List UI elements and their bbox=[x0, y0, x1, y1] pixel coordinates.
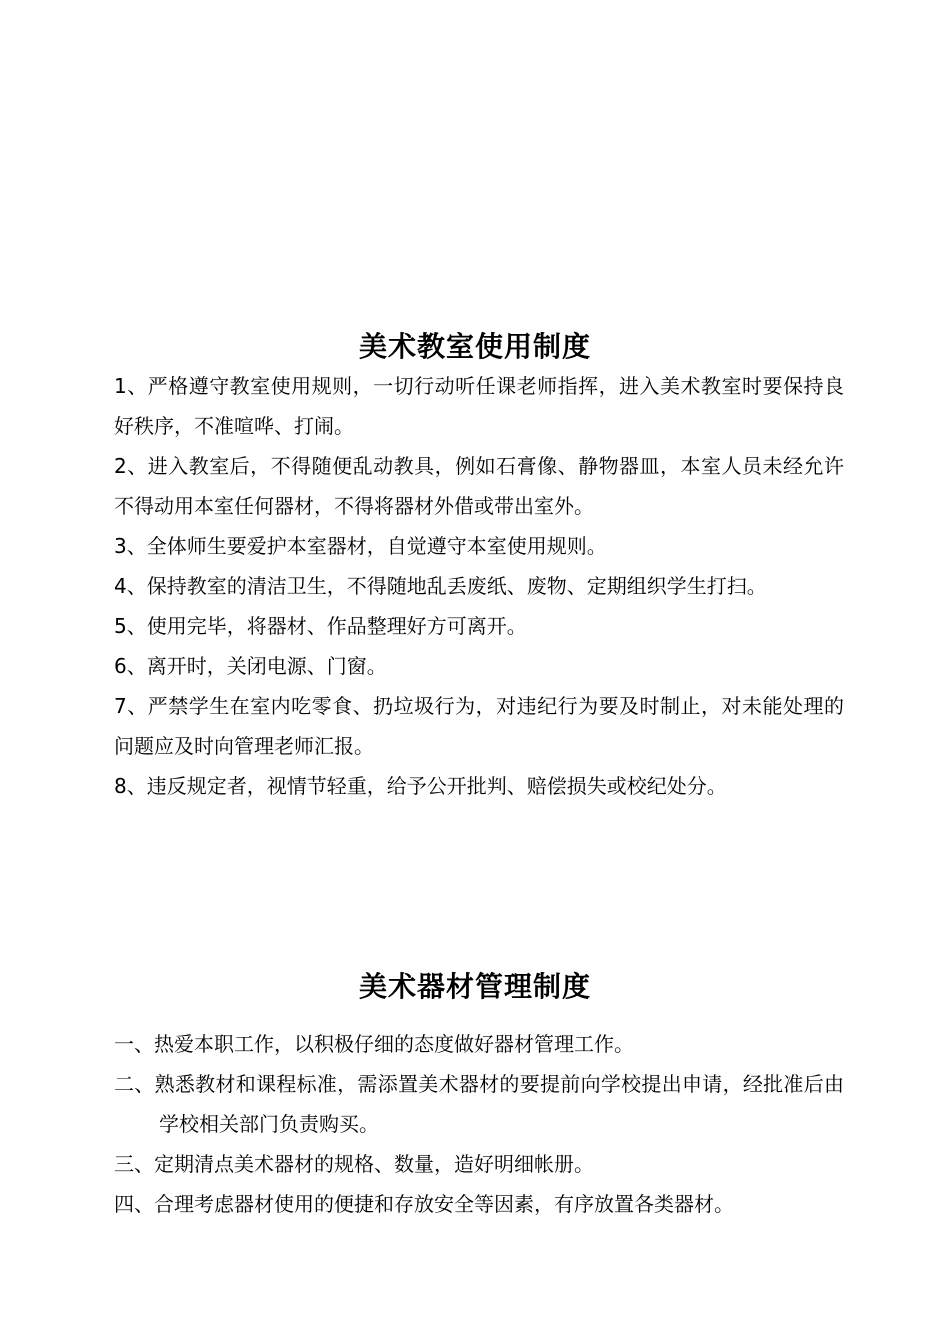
rule-item: 5、使用完毕，将器材、作品整理好方可离开。 bbox=[114, 614, 527, 638]
rule-item: 一、热爱本职工作，以积极仔细的态度做好器材管理工作。 bbox=[114, 1032, 634, 1056]
rule-item: 三、定期清点美术器材的规格、数量，造好明细帐册。 bbox=[114, 1152, 594, 1176]
rule-item: 2、进入教室后，不得随便乱动教具，例如石膏像、静物器皿，本室人员未经允许不得动用本室任何器材，不得将器材外借或带出室外。 bbox=[114, 454, 844, 518]
rule-item: 3、全体师生要爱护本室器材，自觉遵守本室使用规则。 bbox=[114, 534, 607, 558]
art-classroom-rules-list bbox=[114, 366, 844, 806]
rule-item: 8、违反规定者，视情节轻重，给予公开批判、赔偿损失或校纪处分。 bbox=[114, 774, 727, 798]
rule-item: 四、合理考虑器材使用的便捷和存放安全等因素，有序放置各类器材。 bbox=[114, 1192, 734, 1216]
art-equipment-rules-list bbox=[114, 1024, 844, 1224]
rule-item: 1、严格遵守教室使用规则，一切行动听任课老师指挥，进入美术教室时要保持良好秩序，不准喧哗、打闹。 bbox=[114, 374, 844, 438]
rule-item: 6、离开时，关闭电源、门窗。 bbox=[114, 654, 387, 678]
section-title-art-classroom-rules: 美术教室使用制度 bbox=[358, 330, 591, 363]
rule-item: 7、严禁学生在室内吃零食、扔垃圾行为，对违纪行为要及时制止，对未能处理的问题应及时向管理老师汇报。 bbox=[114, 694, 844, 758]
section-title-art-equipment-management: 美术器材管理制度 bbox=[358, 970, 591, 1003]
rule-item: 二、熟悉教材和课程标准，需添置美术器材的要提前向学校提出申请，经批准后由学校相关部门负责购买。 bbox=[114, 1072, 844, 1136]
rule-item: 4、保持教室的清洁卫生，不得随地乱丢废纸、废物、定期组织学生打扫。 bbox=[114, 574, 767, 598]
